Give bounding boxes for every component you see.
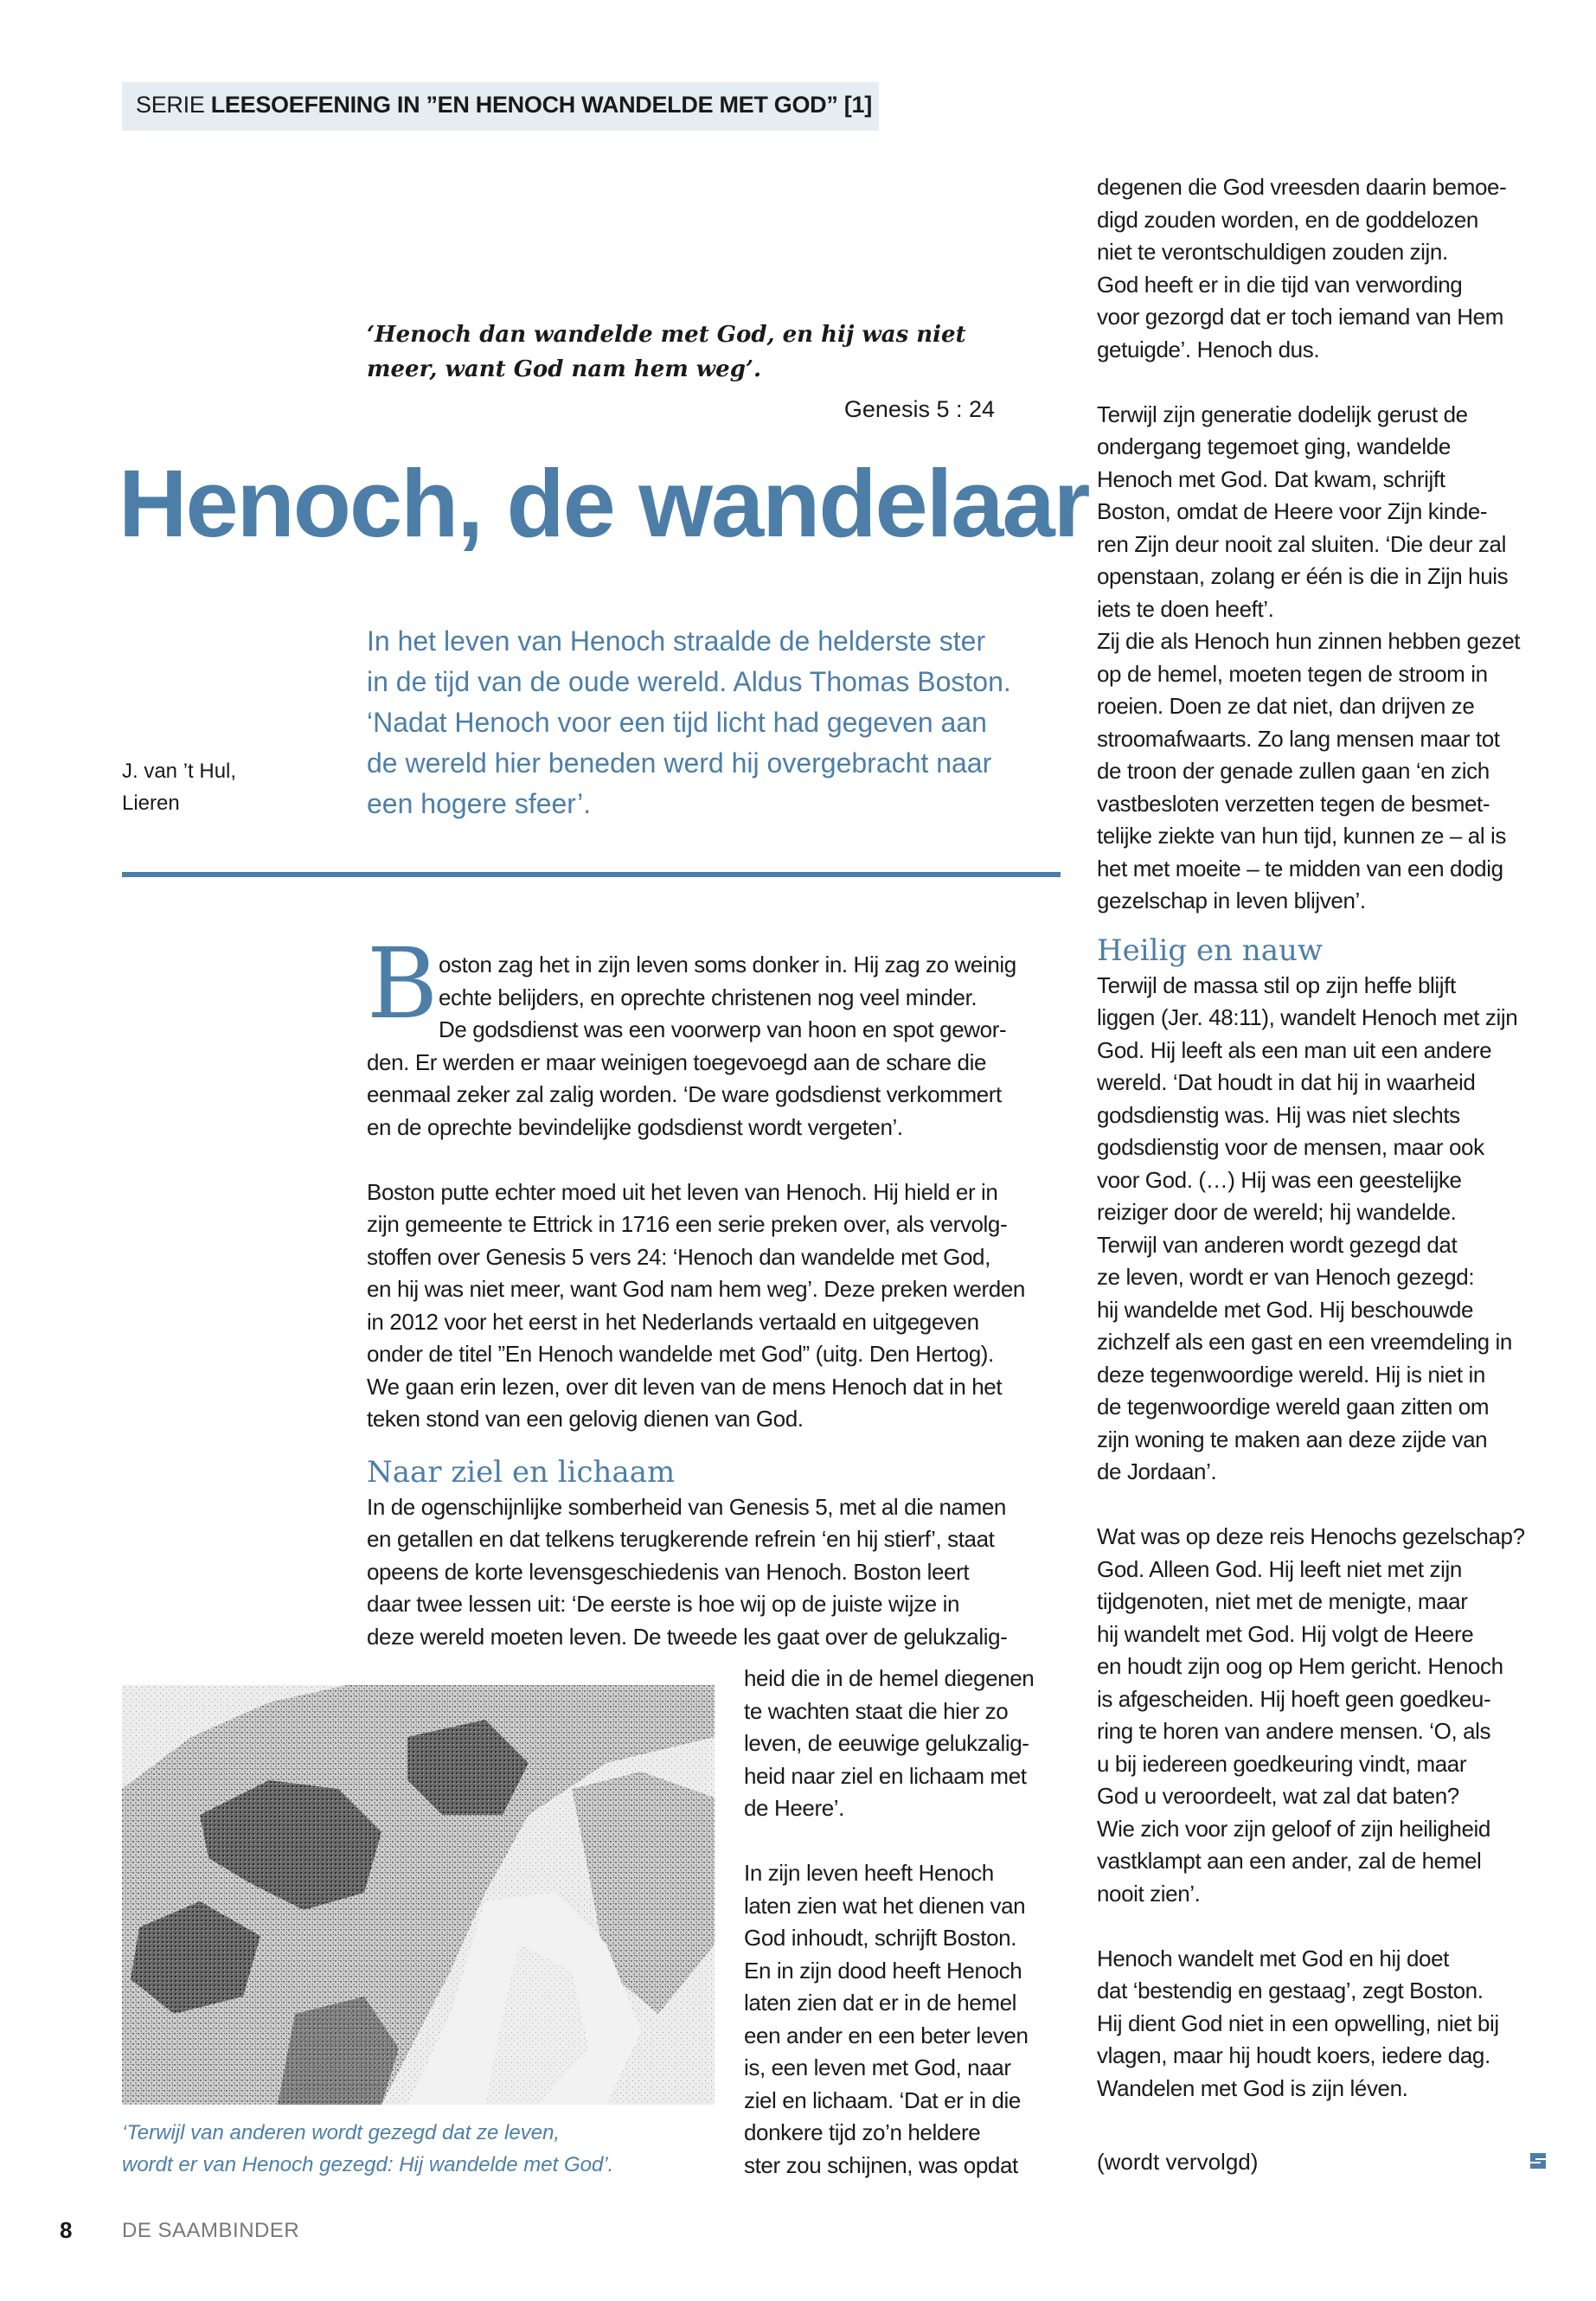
text-line: Terwijl van anderen wordt gezegd dat <box>1097 1231 1458 1258</box>
text-line: Boston, omdat de Heere voor Zijn kinde- <box>1097 498 1488 524</box>
text-line: gezelschap in leven blijven’. <box>1097 888 1366 913</box>
subheading: Naar ziel en lichaam <box>367 1454 676 1490</box>
text-line: opeens de korte levensgeschiedenis van Henoch. Boston leert <box>367 1558 970 1585</box>
text-line: en de oprechte bevindelijke godsdienst wordt vergeten’. <box>367 1113 903 1140</box>
body-column-middle <box>367 949 1063 1653</box>
text-line: hij wandelde met God. Hij beschouwde <box>1097 1296 1474 1323</box>
text-line: onder de titel ”En Henoch wandelde met God” (uitg. Den Hertog). <box>367 1341 994 1367</box>
text-line: te wachten staat die hier zo <box>744 1697 1009 1724</box>
lead-line: een hogere sfeer’. <box>367 788 592 819</box>
text-line: En in zijn dood heeft Henoch <box>744 1957 1022 1984</box>
text-line: Hij dient God niet in een opwelling, niet bij <box>1097 2009 1499 2036</box>
text-line: digd zouden worden, en de goddelozen <box>1097 206 1478 233</box>
text-line: deze tegenwoordige wereld. Hij is niet in <box>1097 1361 1485 1388</box>
caption-line: wordt er van Henoch gezegd: Hij wandelde met God’. <box>122 2153 614 2176</box>
text-line: De godsdienst was een voorwerp van hoon en spot gewor- <box>439 1016 1007 1042</box>
text-line: hij wandelt met God. Hij volgt de Heere <box>1097 1620 1474 1647</box>
text-line: oston zag het in zijn leven soms donker in. Hij zag zo weinig <box>439 952 1016 977</box>
text-line: is afgescheiden. Hij hoeft geen goedkeu- <box>1097 1685 1491 1712</box>
text-line: God u veroordeelt, wat zal dat baten? <box>1097 1783 1459 1809</box>
text-line: In de ogenschijnlijke somberheid van Genesis 5, met al die namen <box>367 1493 1006 1520</box>
text-line: donkere tijd zo’n heldere <box>744 2119 981 2145</box>
text-line: We gaan erin lezen, over dit leven van de mens Henoch dat in het <box>367 1373 1003 1400</box>
text-line: vastklampt aan een ander, zal de hemel <box>1097 1848 1482 1874</box>
text-line: zijn gemeente te Ettrick in 1716 een serie preken over, als vervolg- <box>367 1211 1008 1237</box>
text-line: dat ‘bestendig en gestaag’, zegt Boston. <box>1097 1977 1484 2003</box>
subheading: Heilig en nauw <box>1097 933 1323 968</box>
text-line: telijke ziekte van hun tijd, kunnen ze – al is <box>1097 823 1506 849</box>
series-title <box>136 92 872 119</box>
text-line: het met moeite – te midden van een dodig <box>1097 855 1503 881</box>
text-line: eenmaal zeker zal zalig worden. ‘De ware godsdienst verkommert <box>367 1081 1002 1107</box>
text-line: de Jordaan’. <box>1097 1458 1217 1484</box>
text-line: godsdienstig was. Hij was niet slechts <box>1097 1101 1460 1128</box>
photo-caption <box>122 2117 613 2181</box>
author-place: Lieren <box>122 792 180 815</box>
publication-name: DE SAAMBINDER <box>122 2219 300 2242</box>
text-line: de Heere’. <box>744 1795 844 1821</box>
drop-cap: B <box>367 928 439 1041</box>
text-line: voor God. (…) Hij was een geestelijke <box>1097 1166 1462 1193</box>
author-byline <box>122 755 236 819</box>
text-line: vastbesloten verzetten tegen de besmet- <box>1097 790 1490 817</box>
text-line: ondergang tegemoet ging, wandelde <box>1097 433 1451 459</box>
end-mark-icon <box>1527 2150 1549 2172</box>
text-line: God heeft er in die tijd van verwording <box>1097 271 1463 298</box>
text-line: en houdt zijn oog op Hem gericht. Henoch <box>1097 1653 1503 1679</box>
text-line: heid die in de hemel diegenen <box>744 1665 1035 1691</box>
text-line: ze leven, wordt er van Henoch gezegd: <box>1097 1264 1475 1290</box>
lead-line: in de tijd van de oude wereld. Aldus Thomas Boston. <box>367 666 1011 697</box>
text-line: God. Alleen God. Hij leeft niet met zijn <box>1097 1555 1462 1582</box>
body-column-narrow <box>744 1663 1064 2182</box>
text-line: God. Hij leeft als een man uit een andere <box>1097 1036 1492 1063</box>
article-title: Henoch, de wandelaar <box>119 451 1089 557</box>
lead-paragraph <box>367 621 1059 824</box>
text-line: Boston putte echter moed uit het leven van Henoch. Hij hield er in <box>367 1178 998 1205</box>
text-line: Zij die als Henoch hun zinnen hebben gezet <box>1097 628 1521 654</box>
text-line: voor gezorgd dat er toch iemand van Hem <box>1097 304 1503 330</box>
text-line: zichzelf als een gast en een vreemdeling in <box>1097 1329 1512 1355</box>
text-line: echte belijders, en oprechte christenen nog veel minder. <box>439 984 977 1010</box>
series-header <box>122 82 879 131</box>
text-line: Henoch wandelt met God en hij doet <box>1097 1945 1449 1971</box>
text-line: iets te doen heeft’. <box>1097 595 1274 622</box>
text-line: vlagen, maar hij houdt koers, iedere dag. <box>1097 2042 1490 2068</box>
author-name: J. van ’t Hul, <box>122 760 237 783</box>
text-line: heid naar ziel en lichaam met <box>744 1762 1027 1789</box>
text-line: getuigde’. Henoch dus. <box>1097 336 1320 362</box>
text-line: Henoch met God. Dat kwam, schrijft <box>1097 465 1445 492</box>
text-line: de tegenwoordige wereld gaan zitten om <box>1097 1394 1490 1420</box>
text-line: stoffen over Genesis 5 vers 24: ‘Henoch dan wandelde met God, <box>367 1243 990 1270</box>
text-line: Terwijl zijn generatie dodelijk gerust de <box>1097 401 1468 427</box>
text-line: laten zien wat het dienen van <box>744 1892 1026 1919</box>
text-line: ren Zijn deur nooit zal sluiten. ‘Die deur zal <box>1097 530 1506 557</box>
caption-line: ‘Terwijl van anderen wordt gezegd dat ze leven, <box>122 2121 561 2144</box>
divider-rule <box>122 872 1061 877</box>
text-line: teken stond van een gelovig dienen van God. <box>367 1406 804 1432</box>
quote-reference: Genesis 5 : 24 <box>843 396 995 422</box>
text-line: stroomafwaarts. Zo lang mensen maar tot <box>1097 725 1500 752</box>
body-column-right <box>1097 171 1564 2105</box>
text-line: een ander en een beter leven <box>744 2022 1029 2048</box>
text-line: Wie zich voor zijn geloof of zijn heiligheid <box>1097 1815 1490 1842</box>
lead-line: ‘Nadat Henoch voor een tijd licht had gegeven aan <box>367 707 987 738</box>
text-line: is, een leven met God, naar <box>744 2054 1011 2080</box>
text-line: leven, de eeuwige gelukzalig- <box>744 1730 1029 1756</box>
text-line: nooit zien’. <box>1097 1880 1201 1907</box>
lead-line: In het leven van Henoch straalde de helderste ster <box>367 625 986 657</box>
lead-line: de wereld hier beneden werd hij overgebracht naar <box>367 747 992 779</box>
text-line: ster zou schijnen, was opdat <box>744 2151 1018 2178</box>
text-line: op de hemel, moeten tegen de stroom in <box>1097 660 1488 687</box>
series-name: LEESOEFENING IN ”EN HENOCH WANDELDE MET GOD” [1] <box>210 92 872 118</box>
text-line: deze wereld moeten leven. De tweede les gaat over de gelukzalig- <box>367 1623 1008 1650</box>
text-line: roeien. Doen ze dat niet, dan drijven ze <box>1097 693 1475 719</box>
text-line: niet te verontschuldigen zouden zijn. <box>1097 239 1448 265</box>
page-number: 8 <box>60 2217 73 2243</box>
text-line: Wandelen met God is zijn léven. <box>1097 2074 1408 2101</box>
quote-line: ‘Henoch dan wandelde met God, en hij was niet <box>367 322 966 348</box>
text-line: openstaan, zolang er één is die in Zijn huis <box>1097 563 1509 589</box>
text-line: de troon der genade zullen gaan ‘en zich <box>1097 758 1490 784</box>
text-line: Terwijl de massa stil op zijn heffe blijft <box>1097 971 1456 998</box>
quote-line: meer, want God nam hem weg’. <box>367 356 762 382</box>
to-be-continued: (wordt vervolgd) <box>1097 2149 1259 2175</box>
text-line: God inhoudt, schrijft Boston. <box>744 1925 1017 1951</box>
bible-quote <box>367 317 1024 387</box>
text-line: u bij iedereen goedkeuring vindt, maar <box>1097 1750 1467 1777</box>
text-line: liggen (Jer. 48:11), wandelt Henoch met zijn <box>1097 1004 1518 1030</box>
text-line: den. Er werden er maar weinigen toegevoegd aan de schare die <box>367 1048 987 1075</box>
text-line: reiziger door de wereld; hij wandelde. <box>1097 1199 1457 1225</box>
text-line: wereld. ‘Dat houdt in dat hij in waarheid <box>1097 1069 1476 1095</box>
text-line: laten zien dat er in de hemel <box>744 1990 1017 2016</box>
series-prefix: SERIE <box>136 92 211 118</box>
text-line: Wat was op deze reis Henochs gezelschap? <box>1097 1523 1525 1549</box>
text-line: zijn woning te maken aan deze zijde van <box>1097 1426 1488 1452</box>
text-line: in 2012 voor het eerst in het Nederlands vertaald en uitgegeven <box>367 1308 979 1335</box>
text-line: en getallen en dat telkens terugkerende refrein ‘en hij stierf’, staat <box>367 1526 995 1552</box>
text-line: ring te horen van andere mensen. ‘O, als <box>1097 1718 1491 1744</box>
text-line: ziel en lichaam. ‘Dat er in die <box>744 2086 1021 2113</box>
text-line: godsdienstig voor de mensen, maar ook <box>1097 1134 1484 1160</box>
text-line: daar twee lessen uit: ‘De eerste is hoe wij op de juiste wijze in <box>367 1591 960 1617</box>
photo-illustration <box>122 1685 715 2105</box>
text-line: In zijn leven heeft Henoch <box>744 1860 994 1886</box>
landscape-photo <box>122 1685 715 2105</box>
text-line: degenen die God vreesden daarin bemoe- <box>1097 174 1507 200</box>
text-line: en hij was niet meer, want God nam hem weg’. Deze preken werden <box>367 1276 1025 1302</box>
text-line: tijdgenoten, niet met de menigte, maar <box>1097 1588 1468 1614</box>
